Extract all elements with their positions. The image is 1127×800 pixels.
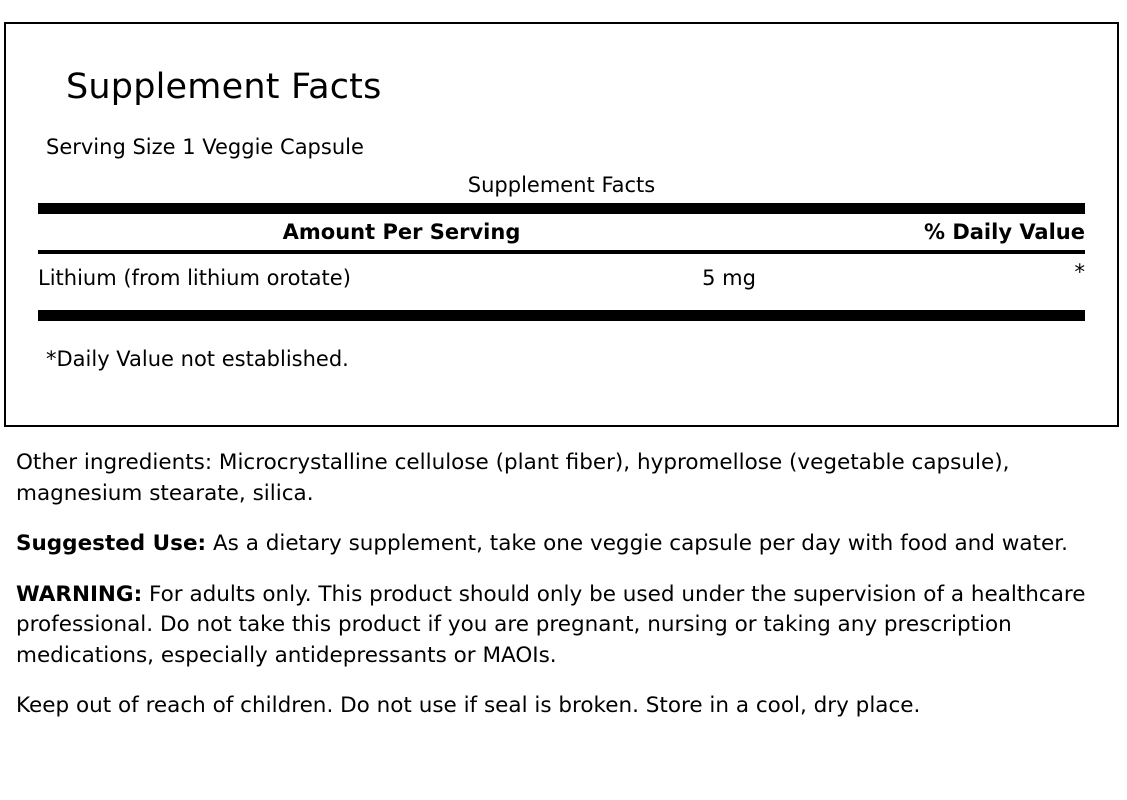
warning-paragraph: [16, 580, 1111, 672]
serving-size-text: Serving Size 1 Veggie Capsule: [46, 134, 364, 159]
warning-text: For adults only. This product should only be used under the supervision of a healthcare professional. Do not take this product if you are pregnant, nursing or taking any prescription medications, especially antidepressants or MAOIs.: [16, 581, 1086, 668]
table-row: [38, 254, 1085, 304]
warning-label: WARNING:: [16, 581, 143, 607]
panel-subtitle: Supplement Facts: [467, 172, 656, 197]
other-ingredients-paragraph: Other ingredients: Microcrystalline cellulose (plant fiber), hypromellose (vegetable capsule), magnesium stearate, silica.: [16, 450, 1010, 506]
column-header-daily-value: % Daily Value: [923, 219, 1085, 244]
nutrient-name: Lithium (from lithium orotate): [38, 265, 351, 290]
nutrient-daily-value: *: [1074, 259, 1085, 284]
suggested-use-paragraph: [16, 529, 1111, 560]
panel-title: Supplement Facts: [66, 67, 382, 107]
table-header-row: [38, 214, 1085, 250]
label-body-text: [16, 448, 1111, 722]
storage-paragraph: Keep out of reach of children. Do not use if seal is broken. Store in a cool, dry place.: [16, 693, 921, 719]
suggested-use-label: Suggested Use:: [16, 531, 207, 557]
rule-thick-bottom: [38, 310, 1085, 321]
rule-thick-top: [38, 203, 1085, 214]
nutrient-amount: 5 mg: [702, 265, 756, 290]
column-header-amount-per-serving: Amount Per Serving: [282, 219, 521, 244]
supplement-facts-panel: [4, 22, 1119, 427]
suggested-use-text: As a dietary supplement, take one veggie capsule per day with food and water.: [206, 531, 1068, 557]
daily-value-footnote: *Daily Value not established.: [46, 346, 349, 371]
